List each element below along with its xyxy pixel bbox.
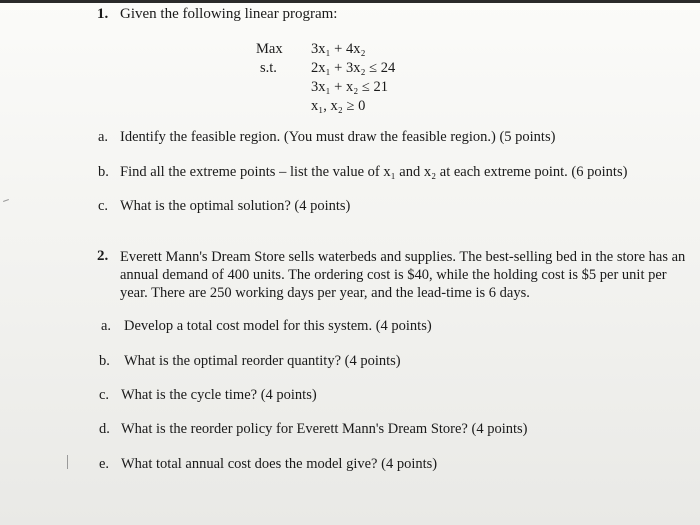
part-text: What is the optimal reorder quantity? (4 points) <box>124 353 401 369</box>
non-negativity-constraint: x₁, x₂ ≥ 0 <box>311 98 366 114</box>
question-number: 1. <box>97 6 109 22</box>
part-text: Develop a total cost model for this system. (4 points) <box>124 318 432 334</box>
part-text: What is the optimal solution? (4 points) <box>120 198 351 214</box>
st-label: s.t. <box>260 60 277 76</box>
max-label: Max <box>256 41 283 57</box>
question-text: Everett Mann's Dream Store sells waterbeds and supplies. The best-selling bed in the store has an annual demand of 400 units. The ordering cost is $40, while the holding cost is $5 per unit per year. There are 250 working days per year, and the lead-time is 6 days. <box>120 249 686 301</box>
objective-function: 3x₁ + 4x₂ <box>311 41 366 57</box>
part-text: Identify the feasible region. (You must draw the feasible region.) (5 points) <box>120 129 556 145</box>
part-label: d. <box>99 421 110 437</box>
constraint-1: 2x₁ + 3x₂ ≤ 24 <box>311 60 396 76</box>
part-text: What total annual cost does the model give? (4 points) <box>121 456 438 472</box>
part-label: c. <box>99 387 110 403</box>
part-label: b. <box>99 353 110 369</box>
part-label: a. <box>101 318 112 334</box>
question-number: 2. <box>97 248 109 264</box>
page-top-edge <box>0 0 700 3</box>
part-text: Find all the extreme points – list the value of x₁ and x₂ at each extreme point. (6 points) <box>120 164 628 180</box>
part-label: c. <box>98 198 109 214</box>
part-text: What is the reorder policy for Everett Mann's Dream Store? (4 points) <box>121 421 528 437</box>
constraint-2: 3x₁ + x₂ ≤ 21 <box>311 79 388 95</box>
stray-mark <box>3 199 9 202</box>
part-label: e. <box>99 456 110 472</box>
part-text: What is the cycle time? (4 points) <box>121 387 317 403</box>
stray-mark <box>67 455 68 469</box>
question-text: Given the following linear program: <box>120 6 338 22</box>
part-label: a. <box>98 129 109 145</box>
part-label: b. <box>98 164 109 180</box>
